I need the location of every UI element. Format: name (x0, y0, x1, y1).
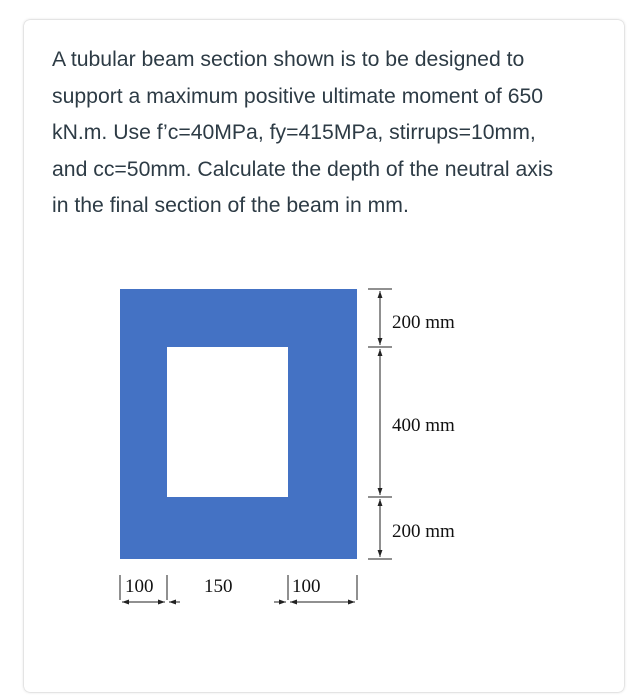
question-line-4: and cc=50mm. Calculate the depth of the neutral axis (52, 157, 554, 181)
question-line-2: support a maximum positive ultimate moment of 650 (52, 84, 544, 108)
beam-section-hollow (167, 347, 288, 497)
vertical-dimension-group (368, 289, 392, 559)
dim-label-bottom-flange: 200 mm (392, 521, 455, 542)
hdim-label-right-wall: 100 (292, 576, 321, 597)
question-line-3: kN.m. Use f’c=40MPa, fy=415MPa, stirrups=10mm, (52, 121, 536, 144)
dim-label-web: 400 mm (392, 415, 455, 436)
dim-label-top-flange: 200 mm (392, 312, 455, 333)
hdim-label-left-wall: 100 (125, 576, 154, 597)
horizontal-dimension-group (120, 575, 357, 602)
question-line-1: A tubular beam section shown is to be designed to (52, 48, 525, 71)
question-line-5: in the final section of the beam in mm. (52, 194, 409, 217)
hdim-label-opening: 150 (204, 576, 233, 597)
